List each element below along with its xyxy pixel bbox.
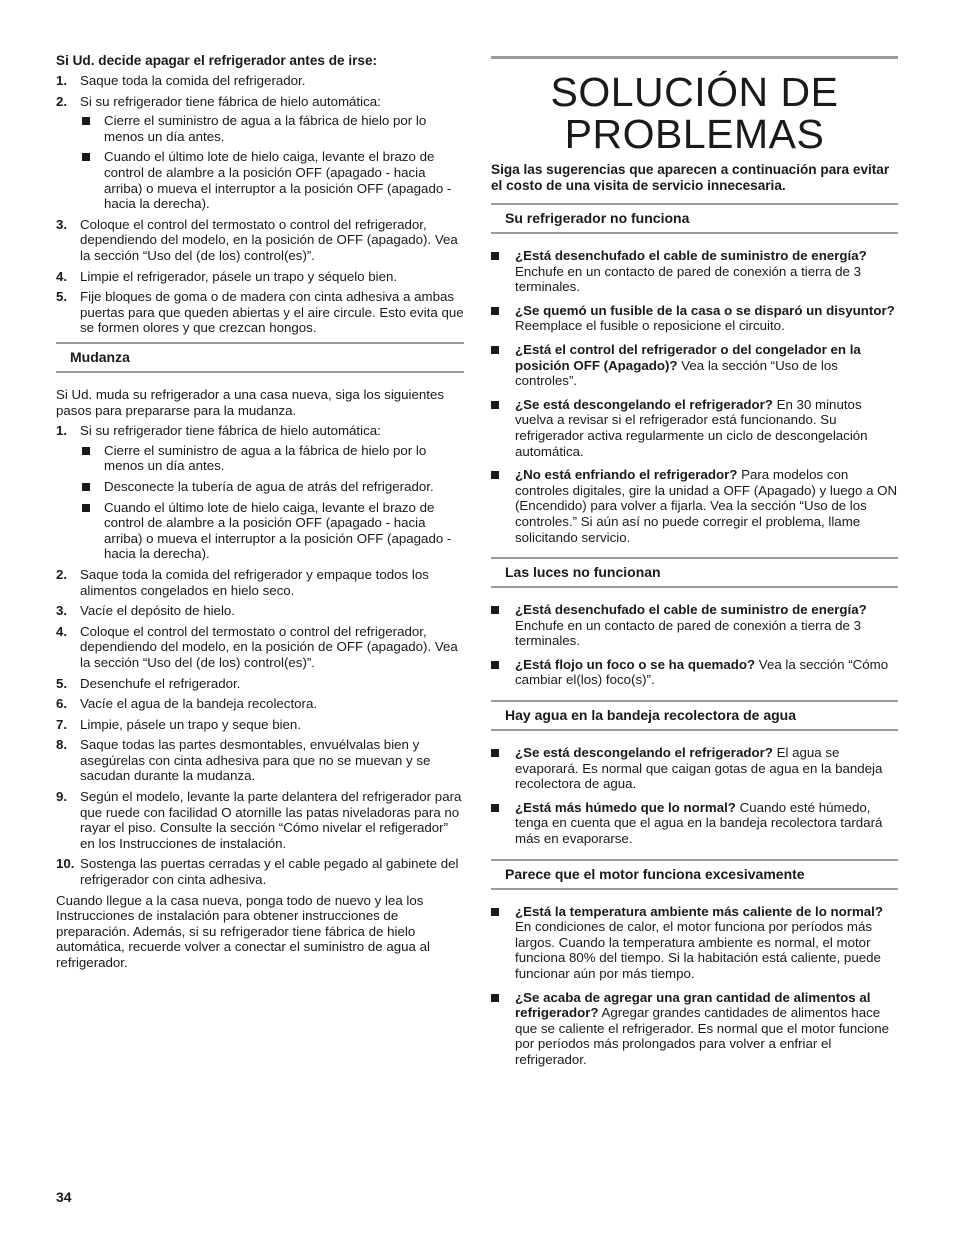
section-heading: Hay agua en la bandeja recolectora de agua xyxy=(491,700,898,731)
step-item: 8. Saque todas las partes desmontables, envuélvalas bien y asegúrelas con cinta adhesiva para que no se muevan y se sacudan durante la mudanza. xyxy=(56,737,431,784)
step-item: 4. Limpie el refrigerador, pásele un trapo y séquelo bien. xyxy=(56,268,398,284)
list-item: ¿Está desenchufado el cable de suministro de energía? Enchufe en un contacto de pared de conexión a tierra de 3 terminales. xyxy=(491,248,898,295)
step-item: 7. Limpie, pásele un trapo y seque bien. xyxy=(56,716,302,732)
step-item: 2. Saque toda la comida del refrigerador y empaque todos los alimentos congelados en hielo seco. xyxy=(56,566,429,598)
list-item: ¿Está flojo un foco o se ha quemado? Vea la sección “Cómo cambiar el(los) foco(s)”. xyxy=(491,657,898,688)
moving-steps xyxy=(56,423,464,887)
step-item: 9. Según el modelo, levante la parte delantera del refrigerador para que ruede con facilidad O atornille las patas niveladoras para no rayar el piso. Consulte la sección “Cómo nivelar el refigerador” en los Instrucciones de instalación. xyxy=(56,789,462,851)
bullet-item: Cuando el último lote de hielo caiga, levante el brazo de control de alambre a la posición OFF (apagado - hacia arriba) o mueva el interruptor a la posición OFF (apagado - hacia la derecha). xyxy=(80,149,464,211)
moving-intro: Si Ud. muda su refrigerador a una casa nueva, siga los siguientes pasos para prepararse para la mudanza. xyxy=(56,387,445,418)
step-item: 3. Vacíe el depósito de hielo. xyxy=(56,603,235,619)
section-list xyxy=(491,745,898,847)
before-leaving-heading: Si Ud. decide apagar el refrigerador antes de irse: xyxy=(56,53,378,68)
bullet-item: Cuando el último lote de hielo caiga, levante el brazo de control de alambre a la posición OFF (apagado - hacia arriba) o mueva el interruptor a la posición OFF (apagado - hacia la derecha). xyxy=(80,500,464,562)
step-item: 1. Si su refrigerador tiene fábrica de hielo automática: Cierre el suministro de agua a la fábrica de hielo por lo menos un día antes. Desconecte la tubería de agua de atrás del refrigerador. Cuando el último lote de hielo caiga, levante el brazo de control de alambre a la posición OFF (apagado - hacia arriba) o mueva el interruptor a la posición OFF (apagado - hacia la derecha). xyxy=(56,423,464,562)
section-heading: Parece que el motor funciona excesivamente xyxy=(491,859,898,890)
list-item: ¿Se quemó un fusible de la casa o se disparó un disyuntor? Reemplace el fusible o reposicione el circuito. xyxy=(491,303,898,334)
list-item: ¿Está desenchufado el cable de suministro de energía? Enchufe en un contacto de pared de conexión a tierra de 3 terminales. xyxy=(491,602,898,649)
list-item: ¿Está el control del refrigerador o del congelador en la posición OFF (Apagado)? Vea la sección “Uso de los controles”. xyxy=(491,342,898,389)
section-list xyxy=(491,248,898,545)
step-item: 5. Fije bloques de goma o de madera con cinta adhesiva a ambas puertas para que queden abiertas y el aire circule. Esto evita que se formen olores y que crezcan hongos. xyxy=(56,289,464,336)
moving-heading: Mudanza xyxy=(56,342,464,373)
troubleshooting-sections xyxy=(491,203,898,1076)
list-item: ¿Se acaba de agregar una gran cantidad de alimentos al refrigerador? Agregar grandes cantidades de alimentos hace que se caliente el refrigerador. Es normal que el motor funcione por períodos más prolongados para volver a enfriar el refrigerador. xyxy=(491,990,898,1068)
step-item: 2. Si su refrigerador tiene fábrica de hielo automática: Cierre el suministro de agua a la fábrica de hielo por lo menos un día antes. Cuando el último lote de hielo caiga, levante el brazo de control de alambre a la posición OFF (apagado - hacia arriba) o mueva el interruptor a la posición OFF (apagado - hacia la derecha). xyxy=(56,94,464,212)
list-item: ¿No está enfriando el refrigerador? Para modelos con controles digitales, gire la unidad a OFF (Apagado) y luego a ON (Encendido) para volver a fijarla. Vea la sección “Uso de los controles.” Si aún así no puede corregir el problema, llame solicitando servicio. xyxy=(491,467,898,545)
list-item: ¿Se está descongelando el refrigerador? En 30 minutos vuelva a revisar si el refrigerador está funcionando. Su refrigerador activa regularmente un ciclo de descongelación automática. xyxy=(491,397,898,459)
section-heading: Las luces no funcionan xyxy=(491,557,898,588)
step-item: 5. Desenchufe el refrigerador. xyxy=(56,675,241,691)
page-title: SOLUCIÓN DE PROBLEMAS xyxy=(491,56,898,155)
step-item: 1. Saque toda la comida del refrigerador. xyxy=(56,73,306,88)
list-item: ¿Está más húmedo que lo normal? Cuando esté húmedo, tenga en cuenta que el agua en la bandeja recolectora tardará más en evaporarse. xyxy=(491,800,898,847)
list-item: ¿Se está descongelando el refrigerador? El agua se evaporará. Es normal que caigan gotas de agua en la bandeja recolectora de agua. xyxy=(491,745,898,792)
bullet-item: Desconecte la tubería de agua de atrás del refrigerador. xyxy=(80,479,464,495)
step-item: 6. Vacíe el agua de la bandeja recolectora. xyxy=(56,696,318,712)
before-leaving-steps xyxy=(56,73,464,341)
moving-section xyxy=(56,342,464,971)
step-item: 4. Coloque el control del termostato o control del refrigerador, dependiendo del modelo, en la posición de OFF (apagado). Vea la sección “Uso del (de los) control(es)”. xyxy=(56,623,458,670)
section-list xyxy=(491,904,898,1068)
section-list xyxy=(491,602,898,688)
bullet-item: Cierre el suministro de agua a la fábrica de hielo por lo menos un día antes. xyxy=(80,113,464,144)
list-item: ¿Está la temperatura ambiente más caliente de lo normal? En condiciones de calor, el motor funciona por períodos más largos. Cuando la temperatura ambiente es normal, el motor funciona 80% del tiempo. Si la habitación está caliente, puede funcionar aún por más tiempo. xyxy=(491,904,898,982)
section-heading: Su refrigerador no funciona xyxy=(491,203,898,234)
step-item: 3. Coloque el control del termostato o control del refrigerador, dependiendo del modelo, en la posición de OFF (apagado). Vea la sección “Uso del (de los) control(es)”. xyxy=(56,216,458,263)
intro-text: Siga las sugerencias que aparecen a continuación para evitar el costo de una visita de servicio innecesaria. xyxy=(491,162,890,193)
step-item: 10. Sostenga las puertas cerradas y el cable pegado al gabinete del refrigerador con cinta adhesiva. xyxy=(56,856,459,888)
bullet-item: Cierre el suministro de agua a la fábrica de hielo por lo menos un día antes. xyxy=(80,443,464,474)
moving-closing: Cuando llegue a la casa nueva, ponga todo de nuevo y lea los Instrucciones de instalación para obtener instrucciones de preparación. Además, si su refrigerador tiene fábrica de hielo automática, recuerde volver a conectar el suministro de agua al refrigerador. xyxy=(56,892,430,970)
page-number: 34 xyxy=(56,1189,72,1205)
